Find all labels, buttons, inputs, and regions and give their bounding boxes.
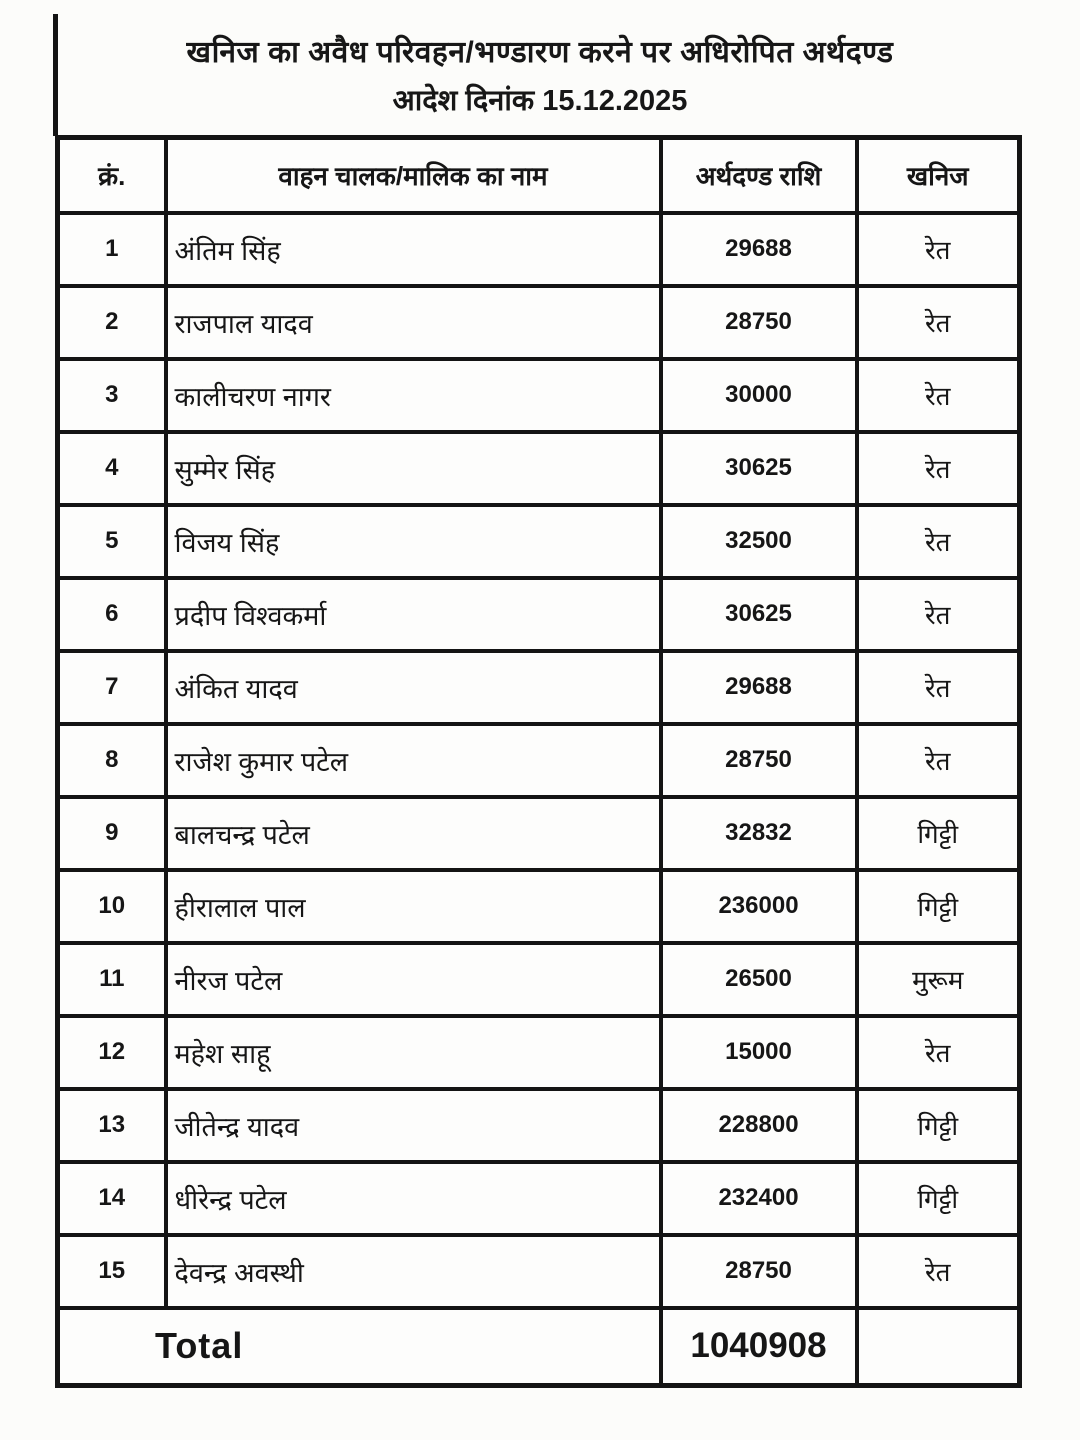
row-sno-cell: 5 [58,505,166,578]
row-sno-cell: 11 [58,943,166,1016]
row-sno-cell: 14 [58,1162,166,1235]
row-mineral-cell: गिट्टी [857,1089,1020,1162]
row-sno-cell: 2 [58,286,166,359]
table-row [58,1089,1020,1162]
row-name-cell: नीरज पटेल [166,943,661,1016]
row-amount-cell: 30625 [661,578,857,651]
row-sno-cell: 6 [58,578,166,651]
table-header-row [58,138,1020,213]
total-mineral-cell-empty [857,1308,1020,1386]
row-mineral-cell: रेत [857,432,1020,505]
row-mineral-cell: रेत [857,724,1020,797]
table-row [58,286,1020,359]
row-mineral-cell: रेत [857,286,1020,359]
row-sno-cell: 4 [58,432,166,505]
header-cell-mineral: खनिज [857,138,1020,213]
table-row [58,578,1020,651]
row-mineral-cell: गिट्टी [857,1162,1020,1235]
order-date-value: 15.12.2025 [542,85,688,117]
row-name-cell: अंतिम सिंह [166,213,661,286]
row-name-cell: राजपाल यादव [166,286,661,359]
table-row [58,870,1020,943]
row-mineral-cell: रेत [857,578,1020,651]
row-amount-cell: 232400 [661,1162,857,1235]
row-sno-cell: 1 [58,213,166,286]
table-row [58,359,1020,432]
row-name-cell: महेश साहू [166,1016,661,1089]
row-amount-cell: 30625 [661,432,857,505]
total-label-cell: Total [58,1308,661,1386]
row-name-cell: सुम्मेर सिंह [166,432,661,505]
table-row [58,943,1020,1016]
row-name-cell: बालचन्द्र पटेल [166,797,661,870]
row-amount-cell: 28750 [661,286,857,359]
row-mineral-cell: गिट्टी [857,797,1020,870]
row-sno-cell: 13 [58,1089,166,1162]
row-mineral-cell: रेत [857,505,1020,578]
row-mineral-cell: गिट्टी [857,870,1020,943]
table-row [58,213,1020,286]
row-name-cell: अंकित यादव [166,651,661,724]
total-amount-cell: 1040908 [661,1308,857,1386]
table-row [58,1016,1020,1089]
row-name-cell: कालीचरण नागर [166,359,661,432]
document-title: खनिज का अवैध परिवहन/भण्डारण करने पर अधिरोपित अर्थदण्ड [186,36,894,69]
row-sno-cell: 10 [58,870,166,943]
table-row [58,651,1020,724]
row-mineral-cell: रेत [857,213,1020,286]
row-amount-cell: 29688 [661,651,857,724]
row-amount-cell: 28750 [661,1235,857,1308]
row-mineral-cell: रेत [857,1016,1020,1089]
row-sno-cell: 8 [58,724,166,797]
row-amount-cell: 28750 [661,724,857,797]
order-date-label: आदेश दिनांक [392,85,535,117]
row-name-cell: धीरेन्द्र पटेल [166,1162,661,1235]
row-mineral-cell: रेत [857,359,1020,432]
row-sno-cell: 7 [58,651,166,724]
row-name-cell: हीरालाल पाल [166,870,661,943]
row-sno-cell: 15 [58,1235,166,1308]
table-row [58,724,1020,797]
row-mineral-cell: मुरूम [857,943,1020,1016]
row-name-cell: देवन्द्र अवस्थी [166,1235,661,1308]
row-amount-cell: 32832 [661,797,857,870]
header-cell-sno: क्रं. [58,138,166,213]
row-sno-cell: 12 [58,1016,166,1089]
header-cell-name: वाहन चालक/मालिक का नाम [166,138,661,213]
row-sno-cell: 3 [58,359,166,432]
row-amount-cell: 32500 [661,505,857,578]
row-name-cell: राजेश कुमार पटेल [166,724,661,797]
table-row [58,432,1020,505]
table-row [58,505,1020,578]
header-cell-amount: अर्थदण्ड राशि [661,138,857,213]
row-amount-cell: 30000 [661,359,857,432]
row-mineral-cell: रेत [857,651,1020,724]
row-amount-cell: 26500 [661,943,857,1016]
table-row [58,797,1020,870]
row-name-cell: प्रदीप विश्वकर्मा [166,578,661,651]
row-name-cell: जीतेन्द्र यादव [166,1089,661,1162]
document-header [0,30,1080,119]
row-amount-cell: 228800 [661,1089,857,1162]
row-amount-cell: 15000 [661,1016,857,1089]
row-sno-cell: 9 [58,797,166,870]
row-mineral-cell: रेत [857,1235,1020,1308]
table-row [58,1235,1020,1308]
row-name-cell: विजय सिंह [166,505,661,578]
table-row [58,1162,1020,1235]
row-amount-cell: 29688 [661,213,857,286]
fines-table [55,135,1022,1388]
row-amount-cell: 236000 [661,870,857,943]
table-total-row [58,1308,1020,1386]
document-subtitle [0,80,1080,119]
